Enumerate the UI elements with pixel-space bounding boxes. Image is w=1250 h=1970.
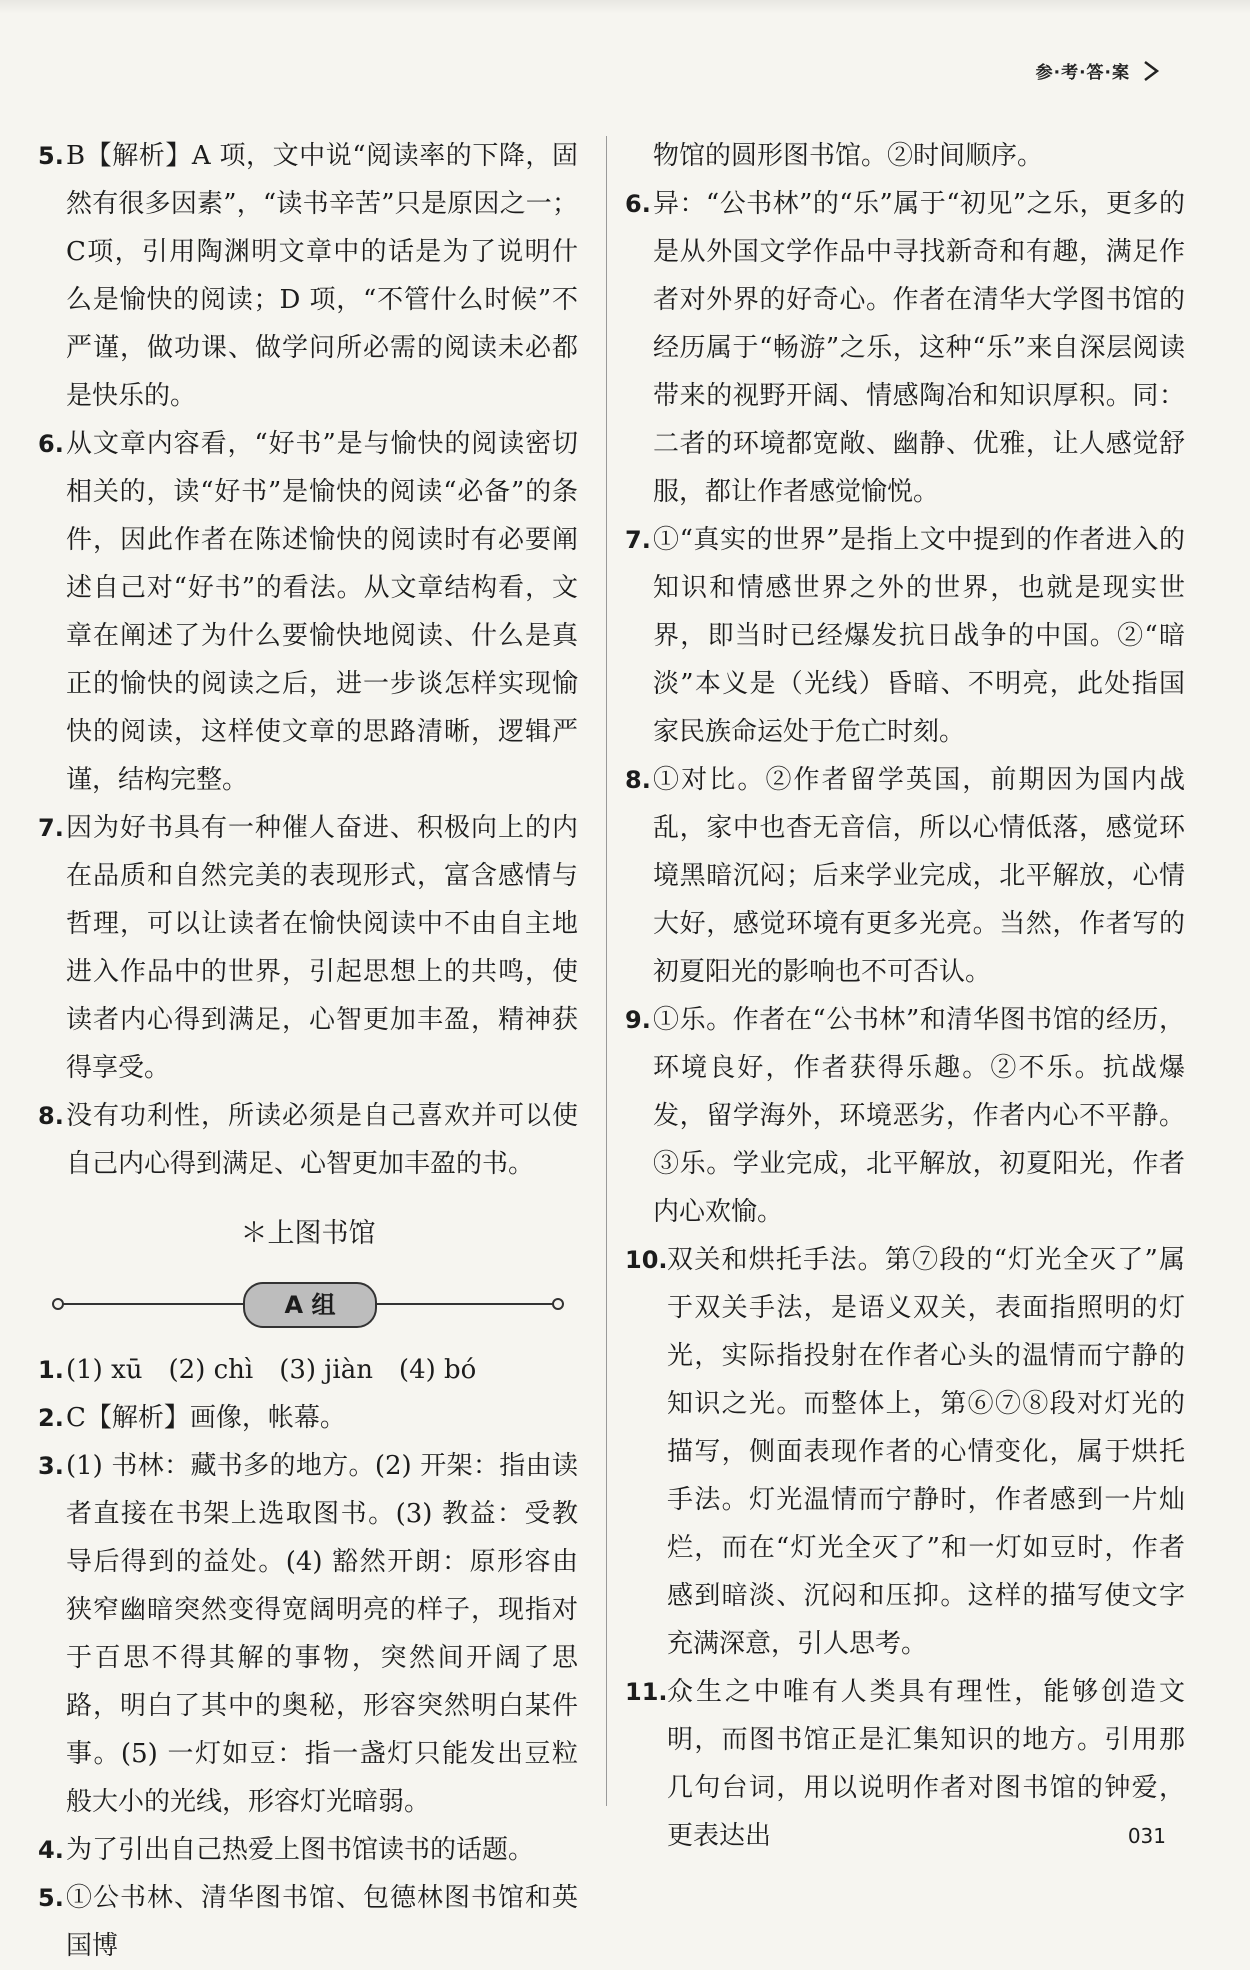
answer-number: 6. [625, 190, 651, 218]
right-column [625, 132, 1185, 1860]
answer-item [38, 1874, 578, 1970]
answer-text: 物馆的圆形图书馆。②时间顺序。 [653, 141, 1044, 171]
answer-text: (1) xū (2) chì (3) jiàn (4) bó [66, 1355, 477, 1385]
answer-text: 双关和烘托手法。第⑦段的“灯光全灭了”属于双关手法，是语义双关，表面指照明的灯光，实际指投射在作者心头的温情而宁静的知识之光。而整体上，第⑥⑦⑧段对灯光的描写，侧面表现作者的心情变化，属于烘托手法。灯光温情而宁静时，作者感到一片灿烂，而在“灯光全灭了”和一灯如豆时，作者感到暗淡、沉闷和压抑。这样的描写使文字充满深意，引人思考。 [667, 1245, 1185, 1659]
section-title: ＊上图书馆 [240, 1218, 376, 1249]
page-number: 031 [1127, 1824, 1166, 1848]
answer-number: 5. [38, 142, 64, 170]
answer-number: 8. [625, 766, 651, 794]
answer-number: 11. [625, 1678, 668, 1706]
banner-dot-right [552, 1298, 564, 1310]
answer-item [38, 804, 578, 1092]
answer-number: 2. [38, 1404, 64, 1432]
answer-text: C【解析】画像，帐幕。 [66, 1403, 346, 1433]
answer-number: 7. [38, 814, 64, 842]
answer-item [38, 1394, 578, 1442]
answer-text: 为了引出自己热爱上图书馆读书的话题。 [66, 1835, 535, 1865]
answer-number: 7. [625, 526, 651, 554]
answer-number: 5. [38, 1884, 64, 1912]
answer-text: ①对比。②作者留学英国，前期因为国内战乱，家中也杳无音信，所以心情低落，感觉环境黑暗沉闷；后来学业完成，北平解放，心情大好，感觉环境有更多光亮。当然，作者写的初夏阳光的影响也不可否认。 [653, 765, 1185, 987]
answer-item [38, 1442, 578, 1826]
answer-text: 众生之中唯有人类具有理性，能够创造文明，而图书馆正是汇集知识的地方。引用那几句台词，用以说明作者对图书馆的钟爱，更表达出 [667, 1677, 1185, 1851]
answer-number: 8. [38, 1102, 64, 1130]
group-label: A 组 [243, 1282, 377, 1328]
answer-text: ①乐。作者在“公书林”和清华图书馆的经历，环境良好，作者获得乐趣。②不乐。抗战爆发，留学海外，环境恶劣，作者内心不平静。③乐。学业完成，北平解放，初夏阳光，作者内心欢愉。 [653, 1005, 1185, 1227]
chevron-right-icon [1140, 60, 1162, 82]
banner-dot-left [52, 1298, 64, 1310]
column-divider [606, 136, 607, 1806]
answer-item [625, 1668, 1185, 1860]
answer-text: B【解析】A 项，文中说“阅读率的下降，固然有很多因素”，“读书辛苦”只是原因之一；C项，引用陶渊明文章中的话是为了说明什么是愉快的阅读；D 项，“不管什么时候”不严谨，做功课、做学问所必需的阅读未必都是快乐的。 [66, 141, 578, 411]
answer-item [38, 420, 578, 804]
answer-text: 异：“公书林”的“乐”属于“初见”之乐，更多的是从外国文学作品中寻找新奇和有趣，满足作者对外界的好奇心。作者在清华大学图书馆的经历属于“畅游”之乐，这种“乐”来自深层阅读带来的视野开阔、情感陶冶和知识厚积。同：二者的环境都宽敞、幽静、优雅，让人感觉舒服，都让作者感觉愉悦。 [653, 189, 1185, 507]
answer-item [38, 1826, 578, 1874]
header-label: 参·考·答·案 [1035, 63, 1130, 83]
answer-number: 6. [38, 430, 64, 458]
answer-item [38, 1346, 578, 1394]
answer-text: ①公书林、清华图书馆、包德林图书馆和英国博 [66, 1883, 578, 1961]
answer-number: 10. [625, 1246, 668, 1274]
answer-number: 3. [38, 1452, 64, 1480]
answer-text: (1) 书林：藏书多的地方。(2) 开架：指由读者直接在书架上选取图书。(3) 教益：受教导后得到的益处。(4) 豁然开朗：原形容由狭窄幽暗突然变得宽阔明亮的样子，现指对于百思不得其解的事物，突然间开阔了思路，明白了其中的奥秘，形容突然明白某件事。(5) 一灯如豆：指一盏灯只能发出豆粒般大小的光线，形容灯光暗弱。 [66, 1451, 578, 1817]
answer-item [625, 996, 1185, 1236]
answer-item [625, 180, 1185, 516]
answer-item [625, 1236, 1185, 1668]
answer-number: 4. [38, 1836, 64, 1864]
running-header [1036, 58, 1162, 83]
answer-text: 因为好书具有一种催人奋进、积极向上的内在品质和自然完美的表现形式，富含感情与哲理，可以让读者在愉快阅读中不由自主地进入作品中的世界，引起思想上的共鸣，使读者内心得到满足，心智更加丰盈，精神获得享受。 [66, 813, 578, 1083]
answer-item [38, 132, 578, 420]
answer-item [625, 132, 1185, 180]
top-edge-shade [0, 0, 1250, 14]
answer-item [625, 516, 1185, 756]
answer-text: 从文章内容看，“好书”是与愉快的阅读密切相关的，读“好书”是愉快的阅读“必备”的条件，因此作者在陈述愉快的阅读时有必要阐述自己对“好书”的看法。从文章结构看，文章在阐述了为什么要愉快地阅读、什么是真正的愉快的阅读之后，进一步谈怎样实现愉快的阅读，这样使文章的思路清晰，逻辑严谨，结构完整。 [66, 429, 578, 795]
group-banner [38, 1276, 578, 1332]
answer-text: 没有功利性，所读必须是自己喜欢并可以使自己内心得到满足、心智更加丰盈的书。 [66, 1101, 578, 1179]
left-column [38, 132, 578, 1970]
answer-item [625, 756, 1185, 996]
answer-item [38, 1092, 578, 1188]
answer-text: ①“真实的世界”是指上文中提到的作者进入的知识和情感世界之外的世界，也就是现实世界，即当时已经爆发抗日战争的中国。②“暗淡”本义是（光线）昏暗、不明亮，此处指国家民族命运处于危亡时刻。 [653, 525, 1185, 747]
answer-number: 1. [38, 1356, 64, 1384]
answer-number: 9. [625, 1006, 651, 1034]
